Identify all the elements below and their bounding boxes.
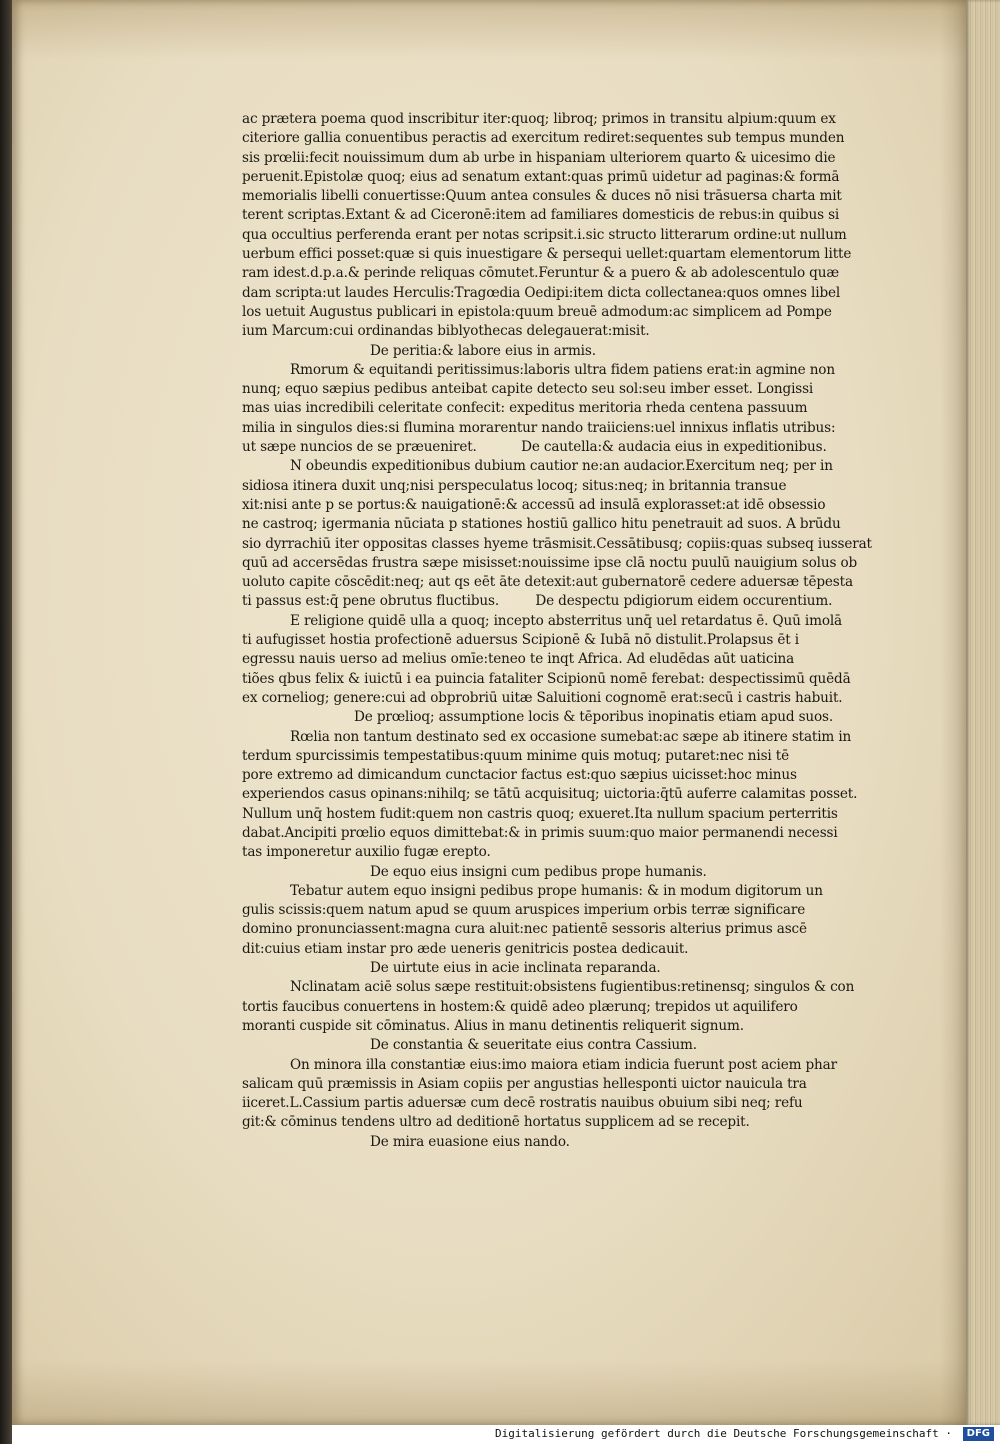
text-line: sis prœlii:fecit nouissimum dum ab urbe in hispaniam ulteriorem quarto & uicesimo die bbox=[242, 149, 836, 166]
text-line: uerbum effici posset:quæ si quis inuestigare & persequi uellet:quartam elementorum litte bbox=[242, 246, 852, 263]
text-line: terdum spurcissimis tempestatibus:quum minime quis motuq; putaret:nec nisi tē bbox=[242, 747, 789, 764]
text-line-with-heading bbox=[242, 592, 892, 611]
section-heading: De despectu pdigiorum eidem occurentium. bbox=[535, 593, 833, 610]
text-line: git:& cōminus tendens ultro ad deditionē hortatus supplicem ad se recepit. bbox=[242, 1114, 750, 1131]
text-line: gulis scissis:quem natum apud se quum aruspices imperium orbis terræ significare bbox=[242, 902, 806, 919]
text-line: ram idest.d.p.a.& perinde reliquas cōmutet.Feruntur & a puero & ab adolescentulo quæ bbox=[242, 265, 839, 282]
text-line: dit:cuius etiam instar pro æde ueneris genitricis postea dedicauit. bbox=[242, 940, 689, 957]
text-line: Rmorum & equitandi peritissimus:laboris ultra fidem patiens erat:in agmine non bbox=[290, 361, 835, 378]
text-line: memorialis libelli conuertisse:Quum antea consules & duces nō nisi trāsuersa charta mit bbox=[242, 188, 842, 205]
text-line-with-heading bbox=[242, 438, 892, 457]
section-heading: De constantia & seueritate eius contra Cassium. bbox=[370, 1037, 697, 1054]
page-stain-top bbox=[12, 0, 970, 60]
text-line: dam scripta:ut laudes Herculis:Tragœdia Oedipi:item dicta collectanea:quos omnes libel bbox=[242, 284, 841, 301]
incunabula-text-block bbox=[242, 110, 892, 1152]
page-edges bbox=[966, 0, 1000, 1425]
text-line: sio dyrrachiū iter oppositas classes hyeme trāsmisit.Cessātibusq; copiis:quas subseq iusserat bbox=[242, 535, 872, 552]
text-line: Tebatur autem equo insigni pedibus prope humanis: & in modum digitorum un bbox=[290, 882, 823, 899]
funding-notice: Digitalisierung gefördert durch die Deutsche Forschungsgemeinschaft · bbox=[495, 1427, 952, 1440]
text-line: iiceret.L.Cassium partis aduersæ cum decē rostratis nauibus obuium sibi neq; refu bbox=[242, 1095, 803, 1112]
text-line: ti aufugisset hostia profectionē aduersus Scipionē & Iubā nō distulit.Prolapsus ēt i bbox=[242, 632, 799, 649]
text-line: ne castroq; igermania nūciata p stationes hostiū gallico hitu penetrauit ad suos. A brūdu bbox=[242, 516, 841, 533]
text-line: peruenit.Epistolæ quoq; eius ad senatum extant:quas primū uidetur ad paginas:& formā bbox=[242, 168, 840, 185]
text-fragment: ut sæpe nuncios de se præueniret. bbox=[242, 439, 477, 456]
text-line: domino pronunciassent:magna cura aluit:nec patientē sessoris alterius primus ascē bbox=[242, 921, 807, 938]
text-line: Rœlia non tantum destinato sed ex occasione sumebat:ac sæpe ab itinere statim in bbox=[290, 728, 852, 745]
text-line: ex corneliog; genere:cui ad obprobriū uitæ Saluitioni cognomē erat:secū i castris habuit. bbox=[242, 689, 843, 706]
page-stain-bottom bbox=[12, 1360, 970, 1425]
text-fragment: ti passus est:q̄ pene obrutus fluctibus. bbox=[242, 593, 500, 610]
section-heading: De prœlioq; assumptione locis & tēporibus inopinatis etiam apud suos. bbox=[354, 709, 834, 726]
section-heading: De mira euasione eius nando. bbox=[370, 1133, 570, 1150]
text-line: moranti cuspide sit cōminatus. Alius in manu detinentis reliquerit signum. bbox=[242, 1017, 744, 1034]
text-line: salicam quū præmissis in Asiam copiis per angustias hellesponti uictor nauicula tra bbox=[242, 1075, 807, 1092]
text-line: quū ad accersēdas frustra sæpe misisset:nouissime ipse clā noctu puulū nauigium solus ob bbox=[242, 554, 858, 571]
text-line: ium Marcum:cui ordinandas biblyothecas delegauerat:misit. bbox=[242, 323, 650, 340]
text-line: sidiosa itinera duxit unq;nisi perspeculatus locoq; situs:neq; in britannia transue bbox=[242, 477, 787, 494]
text-line: mas uias incredibili celeritate confecit: expeditus meritoria rheda centena passuum bbox=[242, 400, 808, 417]
text-line: los uetuit Augustus publicari in epistola:quum breuē admodum:ac simplicem ad Pompe bbox=[242, 303, 832, 320]
text-line: Nullum unq̄ hostem fudit:quem non castris quoq; exueret.Ita nullum spacium perterritis bbox=[242, 805, 838, 822]
text-line: ac prætera poema quod inscribitur iter:quoq; libroq; primos in transitu alpium:quum ex bbox=[242, 111, 836, 127]
text-line: terent scriptas.Extant & ad Ciceronē:item ad familiares domesticis de rebus:in quibus si bbox=[242, 207, 840, 224]
section-heading: De cautella:& audacia eius in expeditionibus. bbox=[521, 439, 827, 456]
text-line: pore extremo ad dimicandum cunctacior factus est:quo sæpius uicisset:hoc minus bbox=[242, 767, 797, 784]
text-line: nunq; equo sæpius pedibus anteibat capite detecto seu sol:seu imber esset. Longissi bbox=[242, 381, 814, 398]
text-line: citeriore gallia conuentibus peractis ad exercitum rediret:sequentes sub tempus munden bbox=[242, 130, 845, 147]
text-line: tiões qbus felix & iuictū i ea puincia fataliter Scipionū nomē ferebat: despectissimū quēdā bbox=[242, 670, 851, 687]
text-line: xit:nisi ante p se portus:& nauigationē:& accessū ad insulā explorasset:at idē obsessio bbox=[242, 496, 826, 513]
section-heading: De peritia:& labore eius in armis. bbox=[370, 342, 596, 359]
text-line: On minora illa constantiæ eius:imo maiora etiam indicia fuerunt post aciem phar bbox=[290, 1056, 837, 1073]
text-line: N obeundis expeditionibus dubium cautior ne:an audacior.Exercitum neq; per in bbox=[290, 458, 833, 475]
text-line: egressu nauis uerso ad melius omīe:teneo te inqt Africa. Ad eludēdas aūt uaticina bbox=[242, 651, 795, 668]
digitization-footer bbox=[12, 1425, 1000, 1444]
text-line: experiendos casus opinans:nihilq; se tātū acquisituq; uictoria:q̄tū auferre calamitas posset. bbox=[242, 786, 858, 803]
section-heading: De equo eius insigni cum pedibus prope humanis. bbox=[370, 863, 707, 880]
text-line: milia in singulos dies:si flumina morarentur nando traiiciens:uel innixus inflatis utribus: bbox=[242, 419, 836, 436]
text-line: Nclinatam aciē solus sæpe restituit:obsistens fugientibus:retinensq; singulos & con bbox=[290, 979, 855, 996]
text-line: tortis faucibus conuertens in hostem:& quidē adeo plærunq; trepidos ut aquilifero bbox=[242, 998, 798, 1015]
section-heading: De uirtute eius in acie inclinata reparanda. bbox=[370, 960, 661, 977]
text-line: dabat.Ancipiti prœlio equos dimittebat:& in primis suum:quo maior permanendi necessi bbox=[242, 824, 838, 841]
text-line: uoluto capite cōscēdit:neq; aut qs eēt āte detexit:aut gubernatorē cedere aduersæ tēpesta bbox=[242, 574, 853, 591]
text-line: qua occultius perferenda erant per notas scripsit.i.sic structo litterarum ordine:ut nullum bbox=[242, 226, 847, 243]
text-line: E religione quidē ulla a quoq; incepto absterritus unq̄ uel retardatus ē. Quū imolā bbox=[290, 612, 843, 629]
text-line: tas imponeretur auxilio fugæ erepto. bbox=[242, 844, 491, 861]
dfg-logo: DFG bbox=[963, 1427, 994, 1441]
